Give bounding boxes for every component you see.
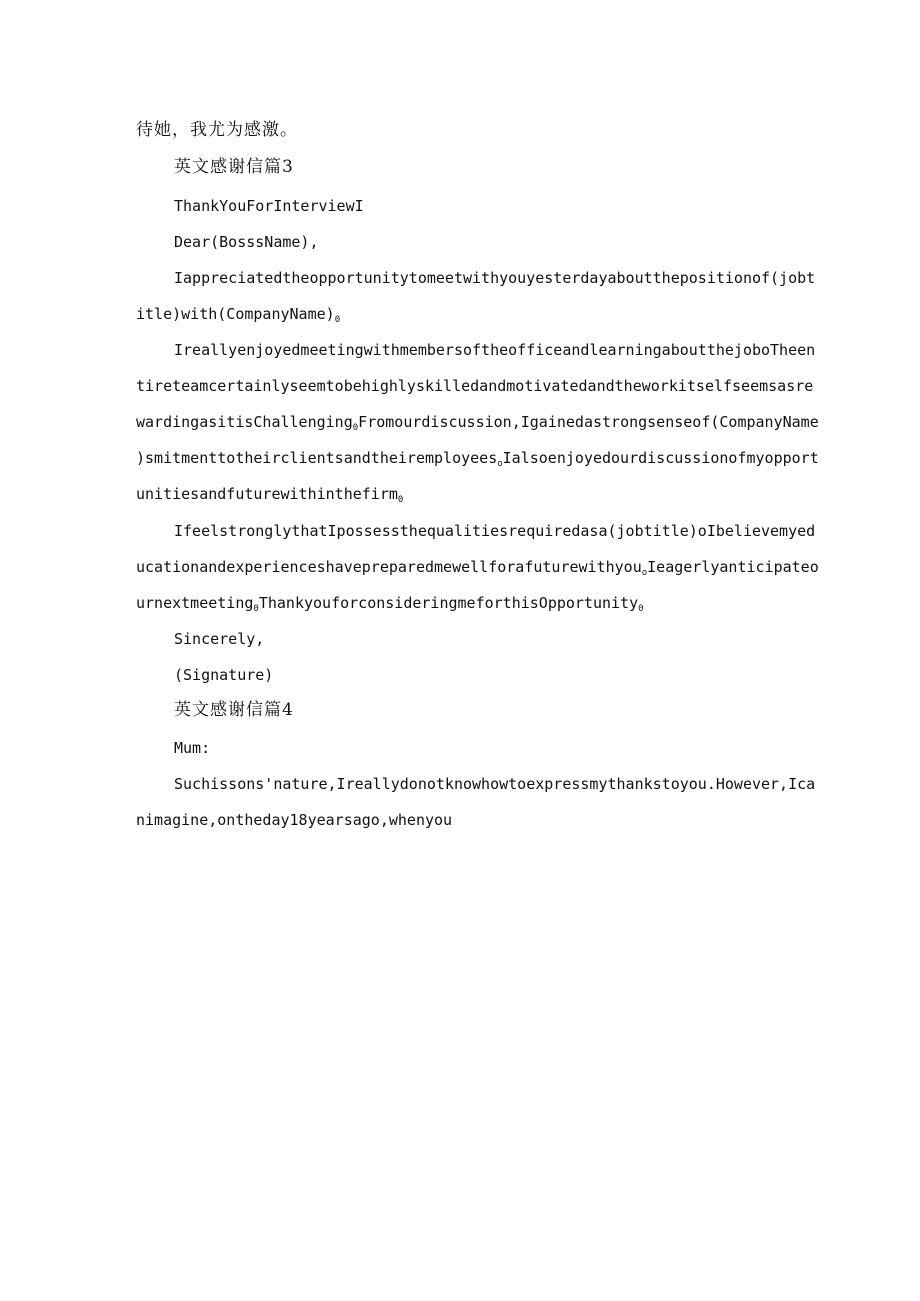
intro-tail: 待她，我尤为感激。 bbox=[136, 120, 298, 140]
section3-p2-line3-text-b: Fromourdiscussion,Igainedastrongsenseof(CompanyName bbox=[358, 413, 819, 431]
section3-heading: 英文感谢信篇3 bbox=[174, 157, 294, 177]
section3-p3-line3-text-b: ThankyouforconsideringmeforthisOpportunity bbox=[258, 594, 639, 612]
section3-p2-line5-mark: 0 bbox=[397, 495, 404, 505]
section3-p3-line3-text-a: urnextmeeting bbox=[136, 594, 254, 612]
section3-p2-line2: tireteamcertainlyseemtobehighlyskilledandmotivatedandtheworkitselfseemsasre bbox=[136, 377, 814, 395]
section3-p2-line3-mark: 0 bbox=[352, 423, 359, 433]
section3-p3-line2-mark: o bbox=[641, 568, 648, 578]
section3-p1-line1: Iappreciatedtheopportunitytomeetwithyouyesterdayaboutthepositionof(jobt bbox=[174, 269, 816, 287]
section3-p3-line2-text-b: Ieagerlyanticipateo bbox=[647, 558, 819, 576]
section3-p3-line3-mark: 0 bbox=[253, 604, 259, 614]
section3-p1-line2-mark: 0 bbox=[334, 315, 341, 325]
section3-p3-line3 bbox=[136, 593, 644, 619]
section3-p2-line3-text-a: wardingasitisChallenging bbox=[136, 413, 353, 431]
section3-p3-line2-text-a: ucationandexperienceshavepreparedmewellforafuturewithyou bbox=[136, 558, 642, 576]
section3-p1-line2-text: itle)with(CompanyName) bbox=[136, 305, 335, 323]
section4-p1-line2: nimagine,ontheday18yearsago,whenyou bbox=[136, 811, 453, 829]
section3-subject: ThankYouForInterviewI bbox=[174, 197, 364, 215]
section3-p2-line5-text: unitiesandfuturewithinthefirm bbox=[136, 485, 398, 503]
section3-p2-line4-mark: o bbox=[497, 459, 503, 469]
section3-signature: (Signature) bbox=[174, 666, 274, 684]
section3-p2-line4 bbox=[136, 448, 819, 474]
section3-p3-line2 bbox=[136, 557, 819, 583]
section3-p3-line3-end-mark: 0 bbox=[638, 604, 644, 614]
section4-salutation: Mum: bbox=[174, 739, 211, 757]
section3-p2-line3 bbox=[136, 412, 819, 438]
section3-closing: Sincerely, bbox=[174, 630, 265, 648]
section4-heading: 英文感谢信篇4 bbox=[174, 700, 294, 720]
section3-p2-line4-text-a: )smitmenttotheirclientsandtheiremployees bbox=[136, 449, 498, 467]
section3-salutation: Dear(BosssName), bbox=[174, 233, 319, 251]
section3-p2-line1: IreallyenjoyedmeetingwithmembersoftheofficeandlearningaboutthejoboTheen bbox=[174, 341, 816, 359]
section3-p2-line5 bbox=[136, 484, 403, 510]
section3-p3-line1: IfeelstronglythatIpossessthequalitiesrequiredasa(jobtitle)oIbelievemyed bbox=[174, 522, 816, 540]
section4-p1-line1: Suchissons'nature,Ireallydonotknowhowtoexpressmythankstoyou.However,Ica bbox=[174, 775, 816, 793]
section3-p1-line2 bbox=[136, 304, 340, 330]
section3-p2-line4-text-b: Ialsoenjoyedourdiscussionofmyopport bbox=[502, 449, 819, 467]
